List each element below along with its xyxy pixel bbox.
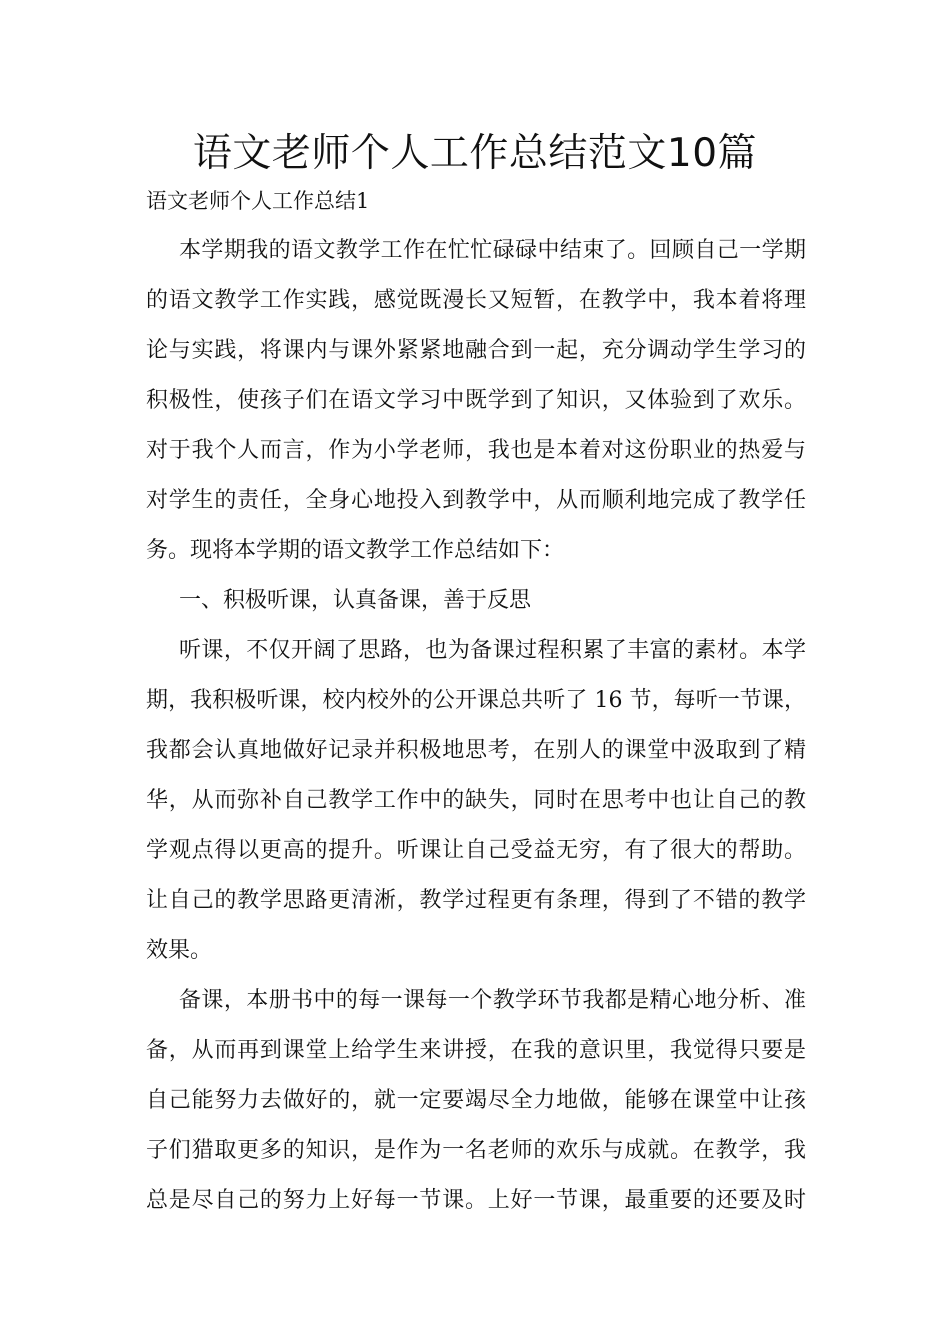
paragraph-line: 让自己的教学思路更清淅，教学过程更有条理，得到了不错的教学 — [146, 888, 806, 913]
paragraph-line: 我都会认真地做好记录并积极地思考，在别人的课堂中汲取到了精 — [146, 738, 806, 763]
paragraph-line: 的语文教学工作实践，感觉既漫长又短暂，在教学中，我本着将理 — [146, 288, 806, 313]
section-heading: 语文老师个人工作总结1 — [146, 189, 370, 213]
document-title: 语文老师个人工作总结范文10篇 — [192, 131, 758, 176]
paragraph-line: 期，我积极听课，校内校外的公开课总共听了 16 节，每听一节课， — [146, 688, 806, 713]
paragraph-line: 积极性，使孩子们在语文学习中既学到了知识，又体验到了欢乐。 — [146, 388, 806, 413]
paragraph-line: 备，从而再到课堂上给学生来讲授，在我的意识里，我觉得只要是 — [146, 1038, 806, 1063]
paragraph-line: 效果。 — [146, 938, 213, 963]
paragraph-line: 备课，本册书中的每一课每一个教学环节我都是精心地分析、准 — [179, 988, 806, 1013]
paragraph-line: 对于我个人而言，作为小学老师，我也是本着对这份职业的热爱与 — [146, 438, 806, 463]
paragraph-line: 学观点得以更高的提升。听课让自己受益无穷，有了很大的帮助。 — [146, 838, 806, 863]
section-subheading: 一、积极听课，认真备课，善于反思 — [179, 588, 532, 613]
paragraph-line: 对学生的责任，全身心地投入到教学中，从而顺利地完成了教学任 — [146, 488, 806, 513]
paragraph-line: 总是尽自己的努力上好每一节课。上好一节课，最重要的还要及时 — [146, 1188, 806, 1213]
paragraph-line: 子们猎取更多的知识，是作为一名老师的欢乐与成就。在教学，我 — [146, 1138, 806, 1163]
paragraph-line: 华，从而弥补自己教学工作中的缺失，同时在思考中也让自己的教 — [146, 788, 806, 813]
paragraph-line: 本学期我的语文教学工作在忙忙碌碌中结束了。回顾自己一学期 — [179, 238, 806, 263]
paragraph-line: 自己能努力去做好的，就一定要竭尽全力地做，能够在课堂中让孩 — [146, 1088, 806, 1113]
paragraph-line: 务。现将本学期的语文教学工作总结如下： — [146, 538, 565, 563]
paragraph-line: 听课，不仅开阔了思路，也为备课过程积累了丰富的素材。本学 — [179, 638, 806, 663]
paragraph-line: 论与实践，将课内与课外紧紧地融合到一起，充分调动学生学习的 — [146, 338, 806, 363]
